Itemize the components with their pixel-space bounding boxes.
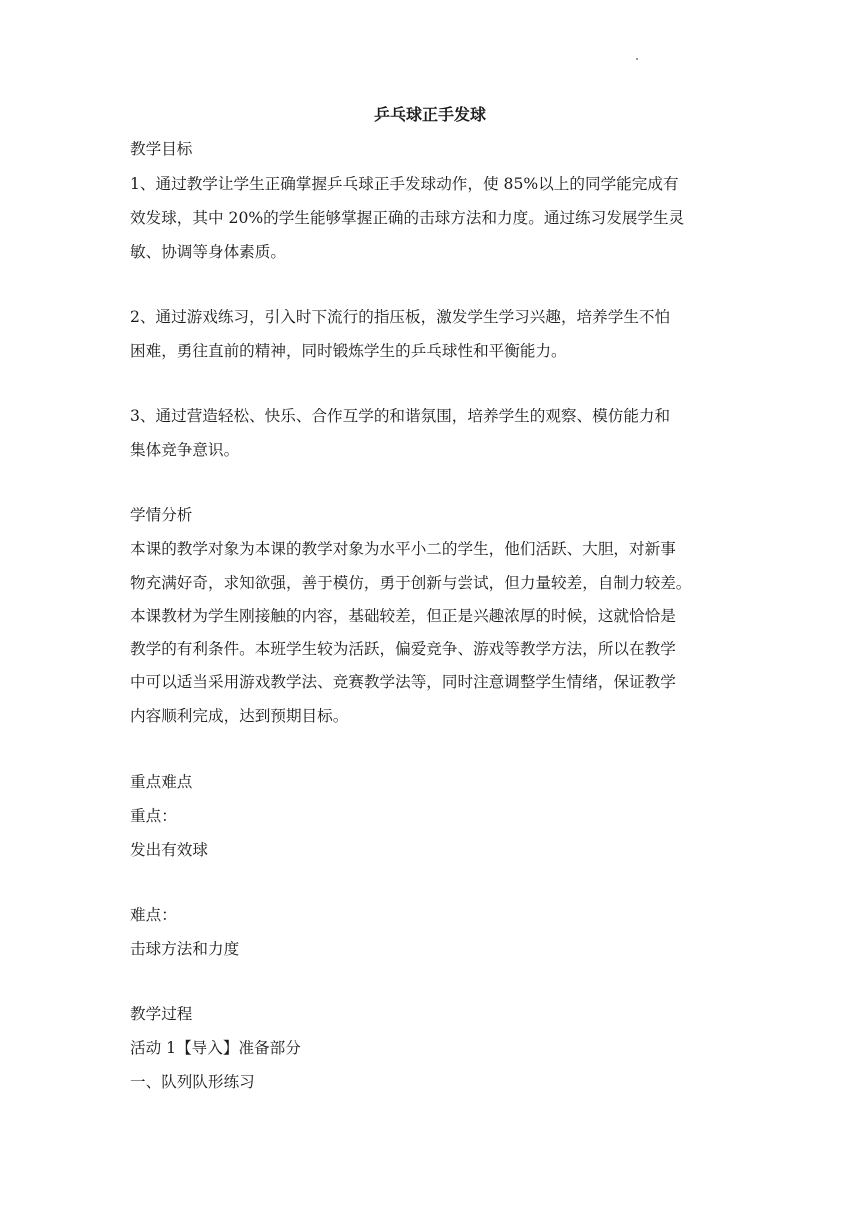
paragraph-line: 内容顺利完成，达到预期目标。: [130, 707, 349, 725]
paragraph-line: 敏、协调等身体素质。: [130, 243, 286, 261]
paragraph-line: 1、通过教学让学生正确掌握乒乓球正手发球动作，使 85%以上的同学能完成有: [130, 175, 679, 193]
label-key-point: 重点：: [130, 807, 177, 825]
paragraph-line: 一、队列队形练习: [130, 1073, 255, 1091]
label-difficulty: 难点：: [130, 906, 177, 924]
paragraph-line: 2、通过游戏练习，引入时下流行的指压板，激发学生学习兴趣，培养学生不怕: [130, 308, 671, 326]
paragraph-line: 3、通过营造轻松、快乐、合作互学的和谐氛围，培养学生的观察、模仿能力和: [130, 407, 671, 425]
paragraph-line: 本课的教学对象为本课的教学对象为水平小二的学生，他们活跃、大胆，对新事: [130, 540, 676, 558]
page-title: 乒乓球正手发球: [373, 105, 486, 124]
paragraph-line: 中可以适当采用游戏教学法、竞赛教学法等，同时注意调整学生情绪，保证教学: [130, 673, 676, 691]
page-mark: [636, 58, 638, 60]
paragraph-line: 发出有效球: [130, 841, 208, 859]
heading-key-points: 重点难点: [130, 773, 193, 791]
paragraph-line: 集体竞争意识。: [130, 441, 240, 459]
heading-student-analysis: 学情分析: [130, 506, 193, 524]
paragraph-line: 效发球，其中 20%的学生能够掌握正确的击球方法和力度。通过练习发展学生灵: [130, 209, 685, 227]
paragraph-line: 本课教材为学生刚接触的内容，基础较差，但正是兴趣浓厚的时候，这就恰恰是: [130, 607, 676, 625]
paragraph-line: 物充满好奇，求知欲强，善于模仿，勇于创新与尝试，但力量较差，自制力较差。: [130, 574, 692, 592]
paragraph-line: 击球方法和力度: [130, 940, 240, 958]
heading-teaching-process: 教学过程: [130, 1005, 193, 1023]
heading-teaching-goals: 教学目标: [130, 140, 193, 158]
paragraph-line: 教学的有利条件。本班学生较为活跃，偏爱竞争、游戏等教学方法，所以在教学: [130, 640, 676, 658]
paragraph-line: 活动 1【导入】准备部分: [130, 1039, 301, 1057]
paragraph-line: 困难，勇往直前的精神，同时锻炼学生的乒乓球性和平衡能力。: [130, 342, 567, 360]
